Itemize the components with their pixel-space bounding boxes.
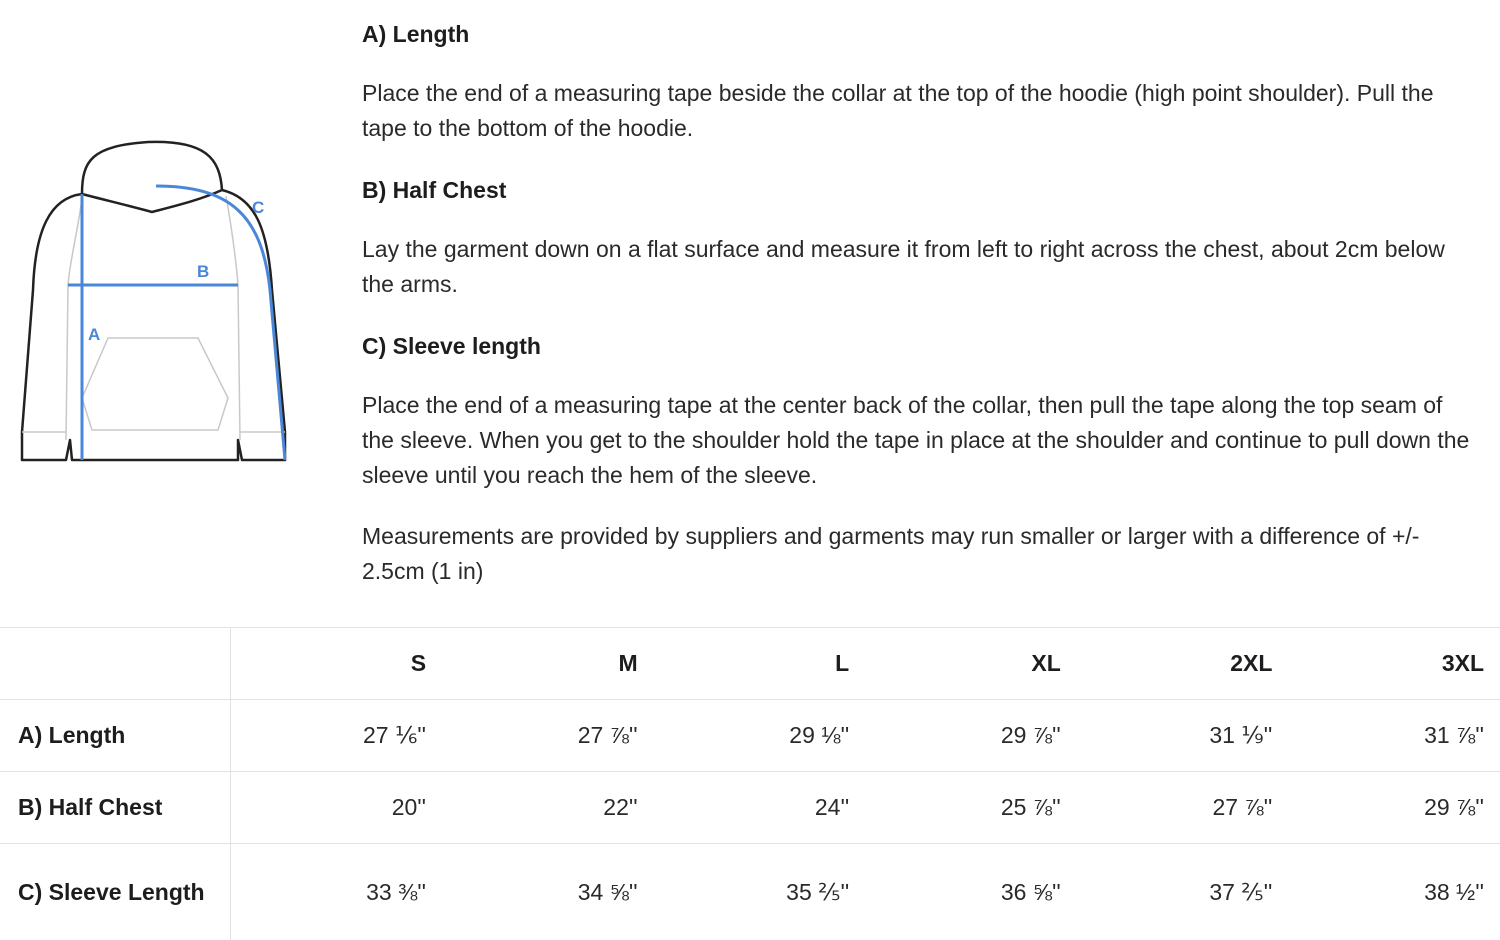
table-cell: 35 ⅖'' xyxy=(654,844,866,940)
table-cell: 31 ⅞'' xyxy=(1288,700,1500,772)
table-cell: 27 ⅙'' xyxy=(231,700,443,772)
sleeve-heading: C) Sleeve length xyxy=(362,330,541,362)
table-cell: 27 ⅞'' xyxy=(442,700,654,772)
table-cell: 24'' xyxy=(654,772,866,844)
length-heading: A) Length xyxy=(362,18,469,50)
table-cell: 29 ⅞'' xyxy=(1288,772,1500,844)
table-cell: 36 ⅝'' xyxy=(865,844,1077,940)
size-header-m: M xyxy=(442,628,654,700)
row-label-sleeve-length: C) Sleeve Length xyxy=(0,844,231,940)
size-header-xl: XL xyxy=(865,628,1077,700)
half-chest-heading: B) Half Chest xyxy=(362,174,506,206)
table-cell: 38 ½'' xyxy=(1288,844,1500,940)
corner-cell xyxy=(0,628,231,700)
sleeve-description: Place the end of a measuring tape at the center back of the collar, then pull the tape along the top seam of the sleeve. When you get to the shoulder hold the tape in place at the shoulder and continue to pull down the sleeve until you reach the hem of the sleeve. xyxy=(362,388,1472,493)
size-header-3xl: 3XL xyxy=(1288,628,1500,700)
diagram-label-a: A xyxy=(88,325,100,344)
hood-outline xyxy=(82,142,222,212)
table-cell: 31 ⅑'' xyxy=(1077,700,1289,772)
half-chest-description: Lay the garment down on a flat surface and measure it from left to right across the chest, about 2cm below the arms. xyxy=(362,232,1472,302)
size-chart-table xyxy=(0,627,1500,940)
table-cell: 25 ⅞'' xyxy=(865,772,1077,844)
diagram-label-c: C xyxy=(252,198,264,217)
size-header-row xyxy=(0,628,1500,700)
measurement-disclaimer: Measurements are provided by suppliers and garments may run smaller or larger with a difference of +/- 2.5cm (1 in) xyxy=(362,519,1472,589)
table-row xyxy=(0,700,1500,772)
table-cell: 20'' xyxy=(231,772,443,844)
table-cell: 37 ⅖'' xyxy=(1077,844,1289,940)
size-header-l: L xyxy=(654,628,866,700)
hoodie-outline xyxy=(22,190,285,460)
row-label-half-chest: B) Half Chest xyxy=(0,772,231,844)
table-row xyxy=(0,772,1500,844)
sleeve-measure-line xyxy=(156,186,285,460)
table-cell: 27 ⅞'' xyxy=(1077,772,1289,844)
size-header-2xl: 2XL xyxy=(1077,628,1289,700)
row-label-length: A) Length xyxy=(0,700,231,772)
hoodie-measurement-diagram xyxy=(0,120,320,480)
table-cell: 22'' xyxy=(442,772,654,844)
length-description: Place the end of a measuring tape beside the collar at the top of the hoodie (high point shoulder). Pull the tape to the bottom of the hoodie. xyxy=(362,76,1472,146)
table-cell: 34 ⅝'' xyxy=(442,844,654,940)
table-cell: 29 ⅞'' xyxy=(865,700,1077,772)
inner-seams xyxy=(22,196,285,440)
table-row xyxy=(0,844,1500,940)
diagram-label-b: B xyxy=(197,262,209,281)
table-cell: 33 ⅜'' xyxy=(231,844,443,940)
size-header-s: S xyxy=(231,628,443,700)
table-cell: 29 ⅛'' xyxy=(654,700,866,772)
